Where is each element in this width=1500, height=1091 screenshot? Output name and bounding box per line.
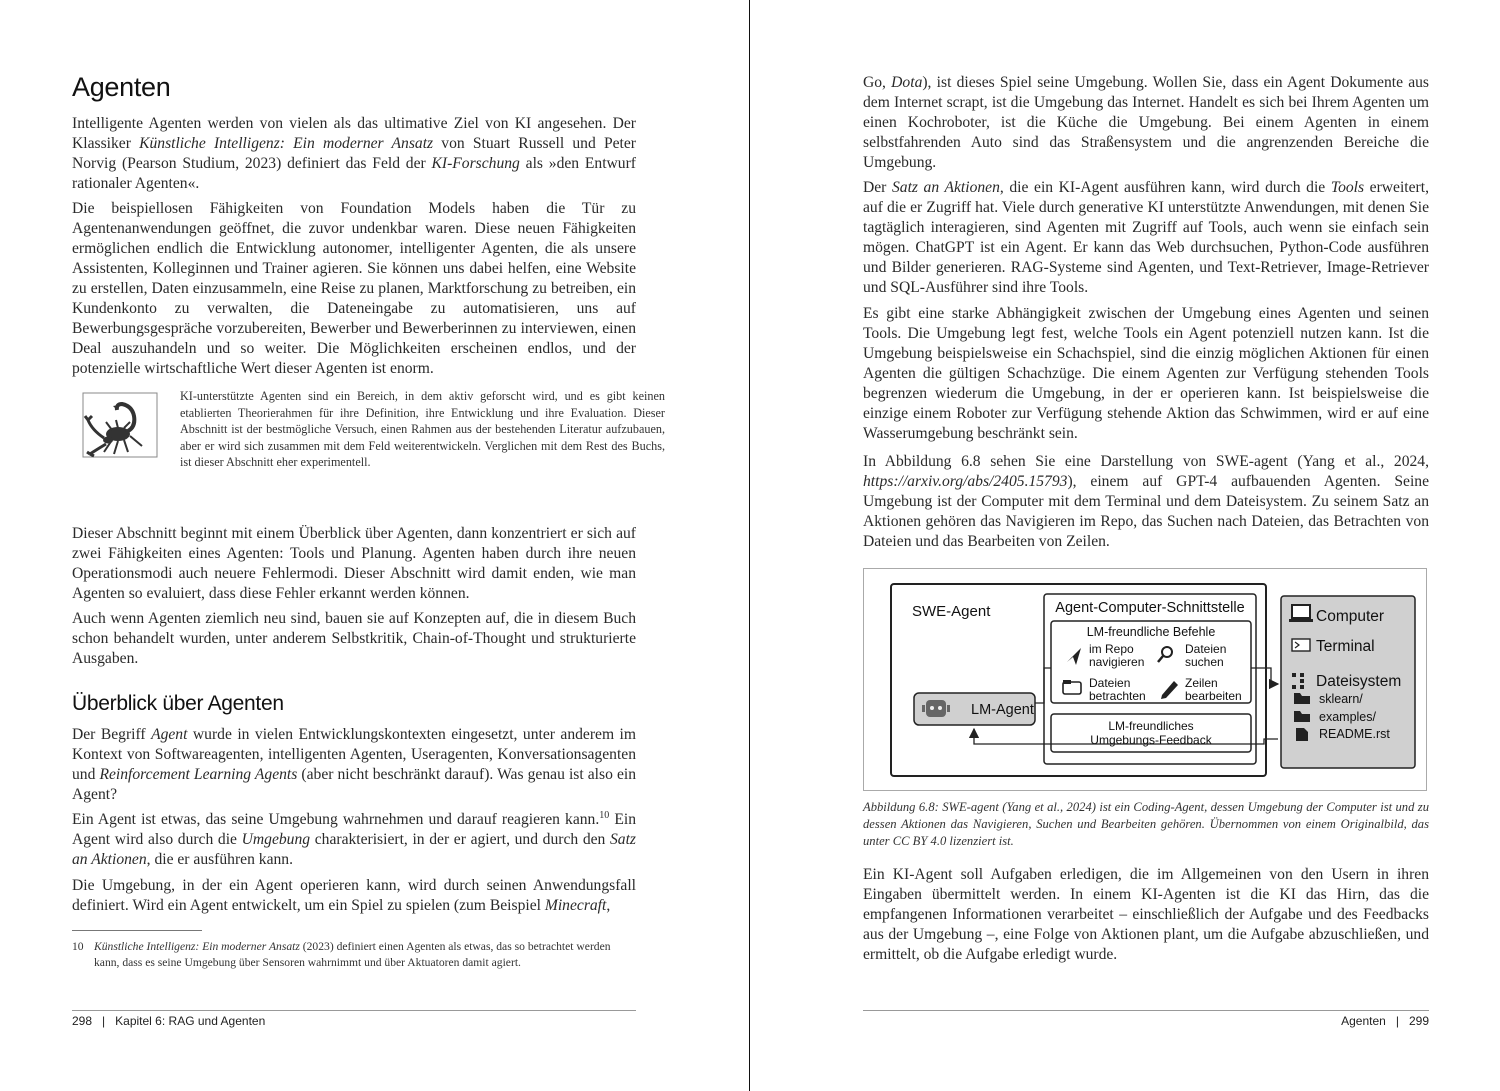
page-number: 299 (1408, 1014, 1429, 1028)
svg-text:Zeilen: Zeilen (1185, 676, 1218, 690)
lm-agent-label: LM-Agent (971, 702, 1034, 718)
paragraph: Ein Agent ist etwas, das seine Umgebung wahrnehmen und darauf reagieren kann.$^{10}$ Ein Agent wird also durch die Umgebung charakterisiert, in der er agiert, und durch den Satz an Aktionen, die er ausführen kann. (72, 809, 636, 868)
svg-text:README.rst: README.rst (1319, 727, 1390, 741)
footer-rule (863, 1010, 1429, 1011)
paragraph: Go, Dota), ist dieses Spiel seine Umgebung. Wollen Sie, dass ein Agent Dokumente aus dem Internet scrapt, ist die Umgebung das Internet. Handelt es sich bei Ihrem Agenten um einen Kochroboter, ist die Küche die Umgebung. Bei einem Agenten in einem selbstfahrenden Auto sind das Straßensystem und die angrenzenden Bereiche die Umgebung. (863, 74, 1429, 171)
page-footer: Agenten | 299 (1341, 1014, 1429, 1028)
paragraph: Die Umgebung, in der ein Agent operieren kann, wird durch seinen Anwendungsfall definiert. Wird ein Agent entwickelt, um ein Spiel zu spielen (zum Beispiel Minecraft, (72, 877, 636, 914)
swe-agent-label: SWE-Agent (912, 603, 991, 620)
svg-text:LM-freundliches: LM-freundliches (1108, 719, 1194, 733)
scorpion-icon (82, 392, 158, 458)
paragraph: Auch wenn Agenten ziemlich neu sind, bauen sie auf Konzepten auf, die in diesem Buch schon behandelt wurden, unter anderem Selbstkritik, Chain-of-Thought und strukturierte Ausgaben. (72, 610, 636, 667)
paragraph: Es gibt eine starke Abhängigkeit zwischen der Umgebung eines Agenten und seinen Tools. Die Umgebung legt fest, welche Tools ein Agent potenziell nutzen kann. Ist die Umgebung beispielsweise ein Schachspiel, sind die einzig möglichen Aktionen für einen Agenten die gültigen Schachzüge. Die einem Agenten zur Verfügung stehenden Tools begrenzen wiederum die Umgebung, in der er operieren kann. Ist beispielsweise die einzige einem Roboter zur Verfügung stehende Aktion das Schwimmen, wird er auf eine Wasserumgebung beschränkt sein. (863, 305, 1429, 442)
section-heading: Überblick über Agenten (72, 692, 284, 715)
paragraph: Ein KI-Agent soll Aufgaben erledigen, die im Allgemeinen von den Usern in ihren Eingaben übermittelt werden. In einem KI-Agenten ist die KI das Hirn, das die empfangenen Informationen verarbeitet – einschließlich der Aufgabe und des Feedbacks aus der Umgebung –, eine Folge von Aktionen plant, um die Aufgabe abzuschließen, und ermittelt, ob die Aufgabe erledigt wurde. (863, 866, 1429, 963)
right-page (750, 0, 1500, 1091)
footnote-text: Künstliche Intelligenz: Ein moderner Ansatz (2023) definiert einen Agenten als etwas, das so betrachtet werden kann, dass es seine Umgebung über Sensoren wahrnimmt und über Aktuatoren damit agiert. (94, 940, 611, 969)
commands-label: LM-freundliche Befehle (1086, 625, 1216, 639)
computer-icon (1292, 605, 1310, 618)
paragraph: Dieser Abschnitt beginnt mit einem Überblick über Agenten, dann konzentriert er sich auf zwei Fähigkeiten eines Agenten: Tools und Planung. Agenten haben durch ihre neuen Operationsmodi auch neuere Fehlermodi. Dieser Abschnitt wird damit enden, wie man Agenten so evaluiert, dass diese Fehler erkannt werden können. (72, 525, 636, 602)
paragraph: Die beispiellosen Fähigkeiten von Foundation Models haben die Tür zu Agentenanwendungen geöffnet, die zuvor undenkbar waren. Diese neuen Fähigkeiten ermöglichen endlich die Entwicklung autonomer, intelligenter Agenten, die als unsere Assistenten, Kolleginnen und Trainer agieren. Sie können uns dabei helfen, eine Website zu erstellen, Daten einzusammeln, eine Reise zu planen, Marktforschung zu betreiben, ein Kundenkonto zu verwalten, die Dateneingabe zu automatisieren, uns auf Bewerbungsgespräche vorzubereiten, Bewerber und Bewerberinnen zu interviewen, einen Deal auszuhandeln und so weiter. Die Möglichkeiten erscheinen endlos, und der potenzielle wirtschaftliche Wert dieser Agenten ist enorm. (72, 200, 636, 377)
running-head: Agenten (1341, 1014, 1386, 1028)
svg-text:betrachten: betrachten (1089, 689, 1146, 703)
svg-text:Dateien: Dateien (1185, 642, 1227, 656)
left-page (0, 0, 749, 1091)
aci-label: Agent-Computer-Schnittstelle (1055, 600, 1245, 616)
svg-text:Terminal: Terminal (1316, 638, 1375, 655)
swe-agent-diagram (864, 569, 1426, 790)
terminal-icon (1292, 639, 1310, 651)
paragraph: Der Begriff Agent wurde in vielen Entwicklungskontexten eingesetzt, unter anderem im Kontext von Softwareagenten, intelligenten Agenten, Useragenten, Konversationsagenten und Reinforcement Learning Agents (aber nicht beschränkt darauf). Was genau ist also ein Agent? (72, 726, 637, 803)
footnote-rule (72, 930, 202, 931)
svg-text:bearbeiten: bearbeiten (1185, 689, 1242, 703)
svg-text:examples/: examples/ (1319, 710, 1376, 724)
svg-text:Dateien: Dateien (1089, 676, 1131, 690)
page-number: 298 (72, 1014, 93, 1028)
figure-6-8 (863, 568, 1427, 791)
svg-text:im Repo: im Repo (1089, 642, 1134, 656)
page-footer: 298 | Kapitel 6: RAG und Agenten (72, 1014, 266, 1028)
paragraph: Der Satz an Aktionen, die ein KI-Agent ausführen kann, wird durch die Tools erweitert, auf die er Zugriff hat. Viele durch generative KI unterstützte Anwendungen, mit denen Sie tagtäglich interagieren, sind Agenten mit Zugriff auf Tools, auch wenn sie einfach sein mögen. ChatGPT ist ein Agent. Er kann das Web durchsuchen, Python-Code ausführen und Bilder generieren. RAG-Systeme sind Agenten, und Text-Retriever, Image-Retriever und SQL-Ausführer sind ihre Tools. (863, 179, 1429, 296)
running-head: Kapitel 6: RAG und Agenten (115, 1014, 266, 1028)
robot-icon (926, 700, 946, 717)
svg-text:sklearn/: sklearn/ (1319, 692, 1363, 706)
svg-text:navigieren: navigieren (1089, 655, 1145, 669)
svg-text:Dateisystem: Dateisystem (1316, 673, 1402, 690)
svg-text:Computer: Computer (1316, 608, 1385, 625)
note-text: KI-unterstützte Agenten sind ein Bereich, in dem aktiv geforscht wird, und es gibt keinen etablierten Theorierahmen für ihre Definition, ihre Entwicklung und ihre Evaluation. Dieser Abschnitt ist der bestmögliche Versuch, einen Rahmen aus der bestehenden Literatur aufzubauen, aber er wird sich zusammen mit dem Feld weiterentwickeln. Verglichen mit dem Rest des Buchs, ist dieser Abschnitt eher experimentell. (180, 389, 665, 469)
figure-caption: Abbildung 6.8: SWE-agent (Yang et al., 2024) ist ein Coding-Agent, dessen Umgebung der Computer ist und zu dessen Aktionen das Navigieren, Suchen und Bearbeiten gehören. Übernommen von einem Originalbild, das unter CC BY 4.0 lizenziert ist. (863, 800, 1429, 848)
paragraph: Intelligente Agenten werden von vielen als das ultimative Ziel von KI angesehen. Der Klassiker Künstliche Intelligenz: Ein moderner Ansatz von Stuart Russell und Peter Norvig (Pearson Studium, 2023) definiert das Feld der KI-Forschung als »den Entwurf rationaler Agenten«. (72, 115, 636, 192)
footnote-number: 10 (72, 940, 84, 953)
footer-rule (72, 1010, 636, 1011)
chapter-heading: Agenten (72, 72, 171, 102)
svg-text:suchen: suchen (1185, 655, 1224, 669)
paragraph: In Abbildung 6.8 sehen Sie eine Darstellung von SWE-agent (Yang et al., 2024, https://arxiv.org/abs/2405.15793), einem auf GPT-4 aufbauenden Agenten. Seine Umgebung ist der Computer mit dem Terminal und dem Dateisystem. Zu seinem Satz an Aktionen gehören das Navigieren im Repo, das Suchen nach Dateien, das Betrachten von Dateien und das Bearbeiten von Zeilen. (863, 453, 1429, 550)
svg-text:Umgebungs-Feedback: Umgebungs-Feedback (1090, 733, 1212, 747)
